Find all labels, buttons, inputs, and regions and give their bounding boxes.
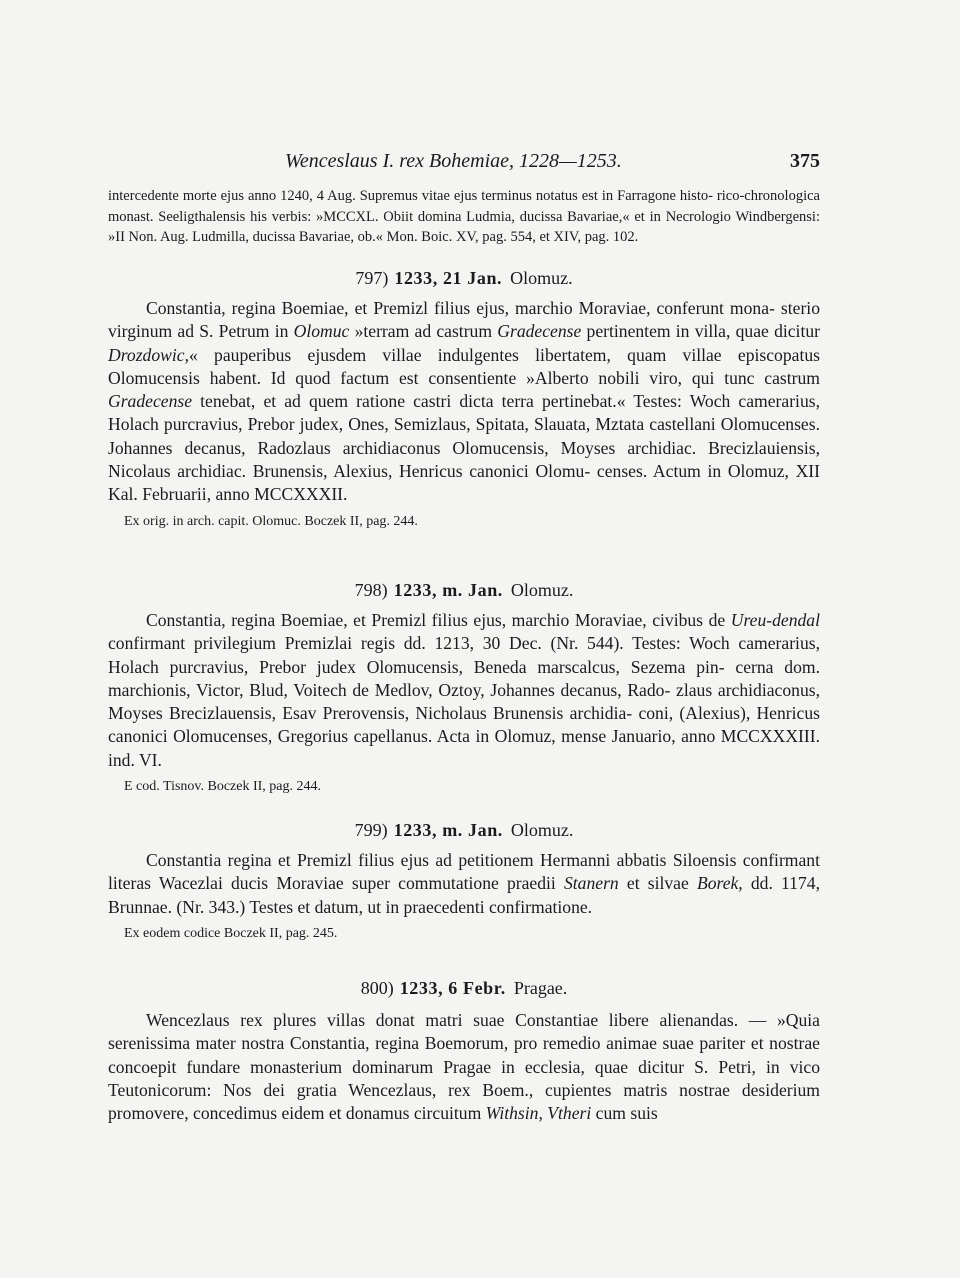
document-source: Ex orig. in arch. capit. Olomuc. Boczek II, pag. 244. [124,513,418,529]
document-date: 1233, 21 Jan. [394,268,503,288]
document-number: 798) [354,580,388,600]
document-800 [108,978,820,1125]
document-798 [108,580,820,796]
document-place: Olomuz. [510,580,574,600]
document-heading [108,580,820,601]
document-date: 1233, 6 Febr. [399,978,506,998]
running-title: Wenceslaus I. rex Bohemiae, 1228—1253. [285,150,622,172]
page-number: 375 [790,150,820,172]
document-heading [108,978,820,999]
document-date: 1233, m. Jan. [393,580,503,600]
document-number: 799) [354,820,388,840]
document-797 [108,268,820,531]
document-text: Constantia, regina Boemiae, et Premizl filius ejus, marchio Moraviae, conferunt mona- sterio virginum ad S. Petrum in Olomuc »terram ad castrum Gradecense pertinentem in villa, quae dicitur Drozdowic,« pauperibus ejusdem villae indulgentes libertatem, quam villae episcopatus Olomucensis habent. Id quod factum est consentiente »Alberto nobili viro, qui tunc castrum Gradecense tenebat, et ad quem ratione castri dicta terra pertinebat.« Testes: Woch camerarius, Holach purcravius, Prebor judex, Ones, Semizlaus, Spitata, Slauata, Mztata castellani Olomucenses. Johannes decanus, Radozlaus archidiaconus Olomucensis, Moyses archidiac. Brecizlauiensis, Nicolaus archidiac. Brunensis, Alexius, Henricus canonici Olomu- censes. Actum in Olomuz, XII Kal. Februarii, anno MCCXXXII. [108,298,821,505]
document-heading [108,820,820,841]
document-place: Olomuz. [510,268,573,288]
running-header [120,150,820,178]
document-text: Constantia regina et Premizl filius ejus ad petitionem Hermanni abbatis Siloensis confirmant literas Wacezlai ducis Moraviae super commutatione praedii Stanern et silvae Borek, dd. 1174, Brunnae. (Nr. 343.) Testes et datum, ut in praecedenti confirmatione. [108,850,820,917]
document-date: 1233, m. Jan. [393,820,503,840]
footnote-text: intercedente morte ejus anno 1240, 4 Aug. Supremus vitae ejus terminus notatus est in Farragone histo- rico-chronologica monast. Seeligthalensis his verbis: »MCCXL. Obiit domina Ludmia, ducissa Bavariae,« et in Necrologio Windbergensi: »II Non. Aug. Ludmilla, ducissa Bavariae, ob.« Mon. Boic. XV, pag. 554, et XIV, pag. 102. [108,188,820,245]
document-place: Olomuz. [510,820,574,840]
document-number: 797) [355,268,389,288]
document-799 [108,820,820,943]
document-text: Wencezlaus rex plures villas donat matri suae Constantiae libere alienandas. — »Quia serenissima mater nostra Constantia, regina Boemorum, pro remedio animae suae pariter et nostrae concoepit fundare monasterium dominarum Pragae in ecclesia, quae dicitur S. Petri, in vico Teutonicorum: Nos dei gratia Wencezlaus, rex Boem., cupientes matris nostrae desiderium promovere, concedimus eidem et donamus circuitum Withsin, Vtheri cum suis [108,1010,820,1124]
document-text: Constantia, regina Boemiae, et Premizl filius ejus, marchio Moraviae, civibus de Ureu-dendal confirmant privilegium Premizlai regis dd. 1213, 30 Dec. (Nr. 544). Testes: Woch camerarius, Holach purcravius, Prebor judex Olomucensis, Beneda marscalcus, Sezema pin- cerna dom. marchionis, Victor, Blud, Voitech de Medlov, Oztoy, Johannes decanus, Rado- zlaus archidiaconus, Moyses Brecizlauensis, Esav Prerovensis, Nicholaus Brunensis archidia- coni, (Alexius), Henricus canonici Olomucenses, Gregorius capellanus. Acta in Olomuz, mense Januario, anno MCCXXXIII. ind. VI. [108,610,820,770]
document-place: Pragae. [513,978,568,998]
document-source: Ex eodem codice Boczek II, pag. 245. [124,925,338,941]
document-source: E cod. Tisnov. Boczek II, pag. 244. [124,779,322,795]
document-number: 800) [360,978,394,998]
document-heading [108,268,820,289]
footnote-continuation [108,186,820,248]
